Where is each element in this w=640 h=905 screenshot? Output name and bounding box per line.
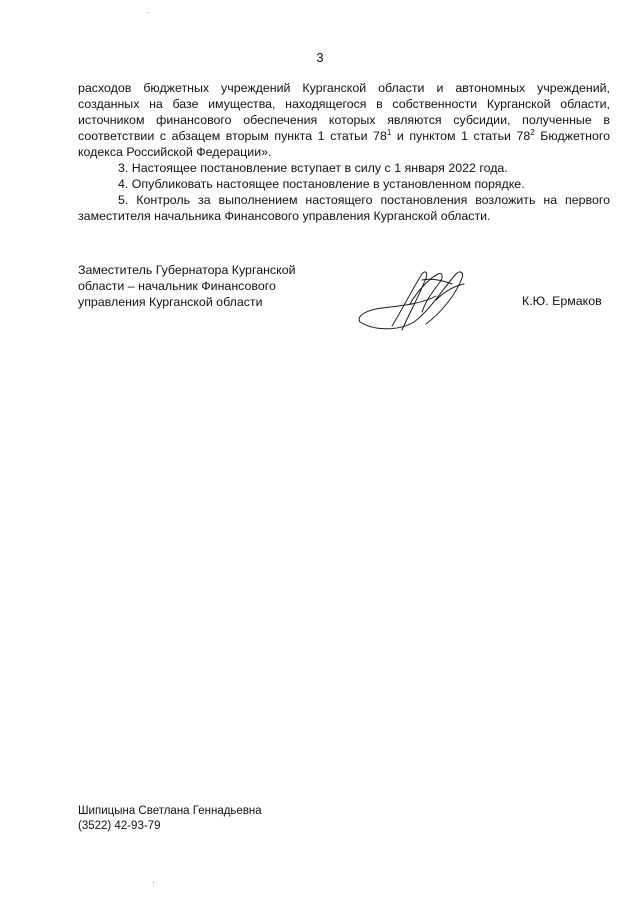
page-number: 3 [316, 50, 324, 65]
signer-name: К.Ю. Ермаков [522, 294, 602, 308]
superscript: 2 [530, 127, 535, 137]
text-run: соответствии с абзацем вторым пункта 1 статьи 78 [78, 129, 387, 143]
paragraph-line: кодекса Российской Федерации». [78, 145, 272, 159]
paragraph-item-4: 4. Опубликовать настоящее постановление в установленном порядке. [118, 177, 525, 191]
paragraph-line [78, 128, 610, 144]
text-run: Бюджетного [534, 129, 610, 143]
scan-speck [147, 12, 148, 13]
scan-speck [153, 882, 154, 883]
document-body [78, 80, 610, 224]
executor-phone: (3522) 42-93-79 [78, 820, 161, 832]
signer-title [78, 262, 338, 310]
paragraph-line: заместителя начальника Финансового управления Курганской области. [78, 209, 491, 223]
superscript: 1 [386, 127, 392, 137]
text-run: и пунктом 1 статьи 78 [391, 129, 531, 143]
signer-title-line: управления Курганской области [78, 295, 263, 309]
paragraph-line: расходов бюджетных учреждений Курганской области и автономных учреждений, [78, 81, 610, 95]
signer-title-line: Заместитель Губернатора Курганской [78, 263, 296, 277]
paragraph-item-3: 3. Настоящее постановление вступает в силу с 1 января 2022 года. [118, 161, 508, 175]
executor-name: Шипицына Светлана Геннадьевна [78, 805, 262, 817]
paragraph-line: источником финансового обеспечения которых являются субсидии, полученные в [78, 113, 610, 127]
executor-info [78, 804, 262, 834]
signer-title-line: области – начальник Финансового [78, 279, 276, 293]
paragraph-item-5: 5. Контроль за выполнением настоящего постановления возложить на первого [118, 193, 610, 207]
handwritten-signature [352, 260, 477, 340]
paragraph-line: созданных на базе имущества, находящегося в собственности Курганской области, [78, 97, 610, 111]
